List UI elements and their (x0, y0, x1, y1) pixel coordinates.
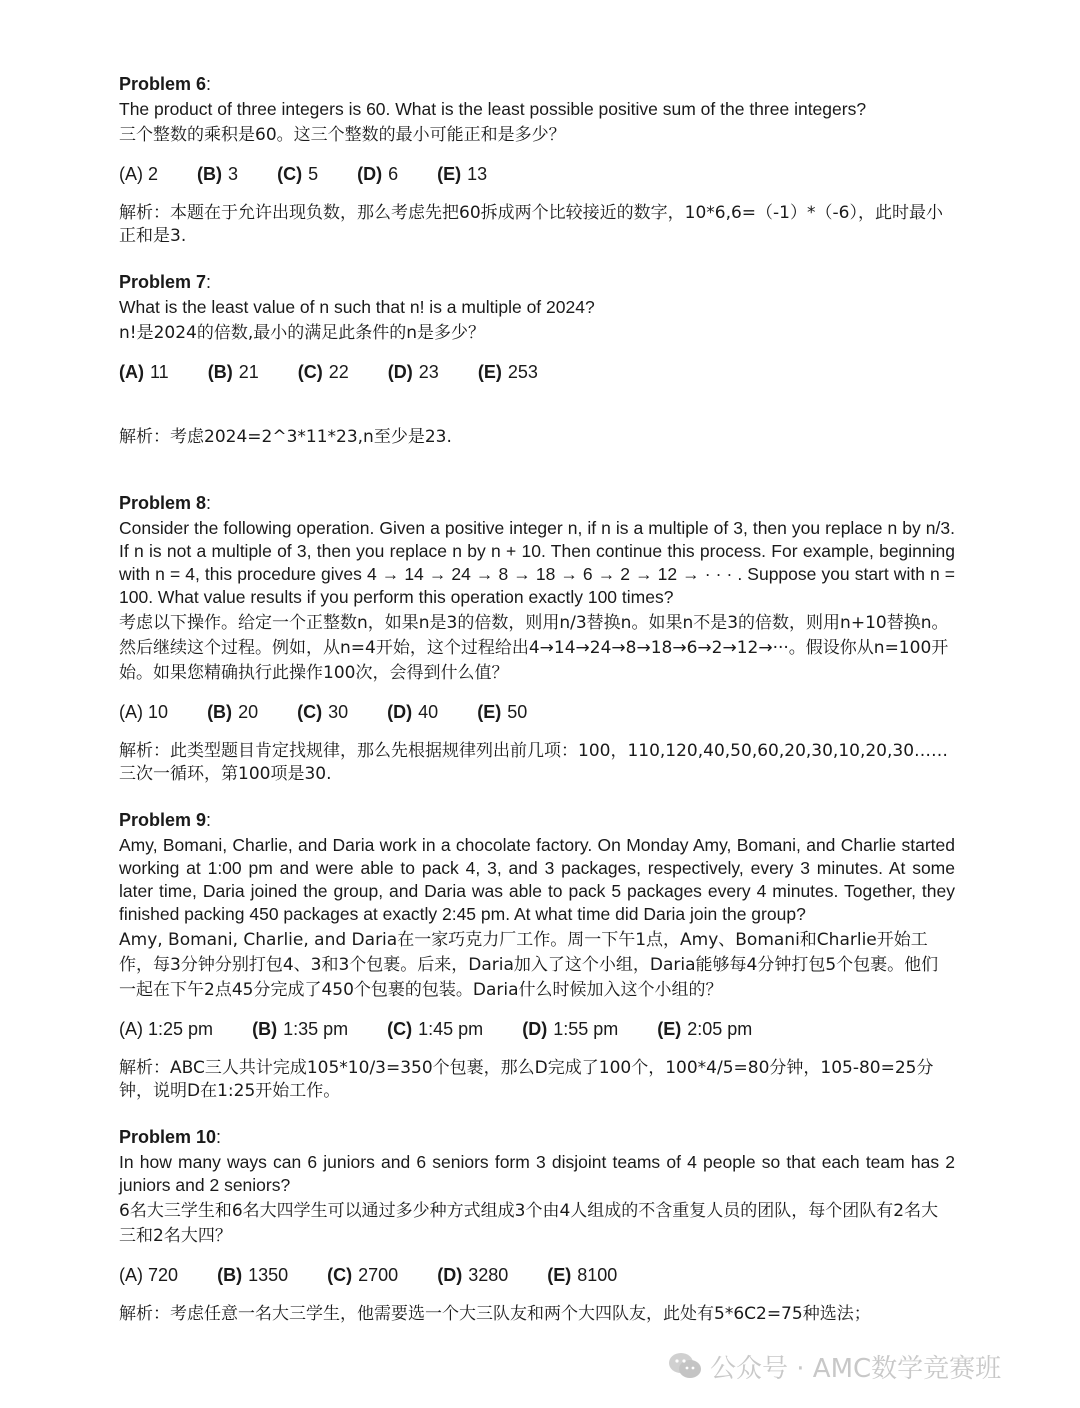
document-page (119, 72, 955, 1326)
problem-title: Problem 9: (119, 810, 212, 830)
choice-b: (B) 1:35 pm (252, 1019, 349, 1039)
problem-chinese-text: 考虑以下操作。给定一个正整数n，如果n是3的倍数，则用n/3替换n。如果n不是3的倍数，则用n+10替换n。然后继续这个过程。例如，从n=4开始，这个过程给出4→14→24→8→18→6→2→12→···。假设你从n=100开始。如果您精确执行此操作100次，会得到什么值？ (119, 613, 949, 683)
problem-7 (119, 270, 955, 449)
choice-a: (A) 2 (119, 164, 159, 184)
problem-title: Problem 7: (119, 272, 212, 292)
wechat-icon (668, 1352, 702, 1380)
choice-e: (E) 13 (437, 164, 488, 184)
choice-b: (B) 21 (207, 362, 259, 382)
watermark-text: 公众号 · AMC数学竞赛班 (710, 1353, 1002, 1384)
choice-d: (D) 23 (387, 362, 439, 382)
choice-c: (C) 22 (297, 362, 349, 382)
choice-a: (A) 720 (119, 1265, 179, 1285)
choice-e: (E) 253 (477, 362, 538, 382)
problem-9 (119, 808, 955, 1103)
choice-b: (B) 20 (207, 702, 259, 722)
problem-english-text: In how many ways can 6 juniors and 6 seniors form 3 disjoint teams of 4 people so that each team has 2 juniors and 2 seniors? (119, 1152, 955, 1195)
choice-d: (D) 6 (357, 164, 399, 184)
choice-c: (C) 30 (297, 702, 349, 722)
choice-e: (E) 8100 (547, 1265, 618, 1285)
answer-choices (119, 162, 955, 186)
problem-english-text: What is the least value of n such that n! is a multiple of 2024? (119, 297, 595, 317)
answer-choices (119, 1017, 955, 1041)
problem-english-text: Consider the following operation. Given a positive integer n, if n is a multiple of 3, then you replace n by n/3. If n is not a multiple of 3, then you replace n by n + 10. Then continue this process. For example, beginning with n = 4, this procedure gives 4 → 14 → 24 → 8 → 18 → 6 → 2 → 12 → · · · . Suppose you start with n = 100. What value results if you perform this operation exactly 100 times? (119, 518, 955, 607)
problem-title: Problem 10: (119, 1127, 222, 1147)
problem-english-text: The product of three integers is 60. What is the least possible positive sum of the three integers? (119, 99, 867, 119)
choice-e: (E) 2:05 pm (657, 1019, 753, 1039)
problem-english-text: Amy, Bomani, Charlie, and Daria work in a chocolate factory. On Monday Amy, Bomani, and Charlie started working at 1:00 pm and were able to pack 4, 3, and 3 packages, respectively, every 3 minutes. At some later time, Daria joined the group, and Daria was able to pack 5 packages every 4 minutes. Together, they finished packing 450 packages at exactly 2:45 pm. At what time did Daria join the group? (119, 835, 955, 924)
solution-text: 解析：此类型题目肯定找规律，那么先根据规律列出前几项：100，110,120,40,50,60,20,30,10,20,30……三次一循环，第100项是30. (119, 741, 949, 784)
watermark (668, 1346, 1001, 1386)
solution-text: 解析：考虑任意一名大三学生，他需要选一个大三队友和两个大四队友，此处有5*6C2=75种选法； (119, 1304, 871, 1324)
answer-choices (119, 360, 955, 384)
choice-a: (A) 1:25 pm (119, 1019, 214, 1039)
choice-c: (C) 5 (277, 164, 319, 184)
choice-c: (C) 2700 (327, 1265, 399, 1285)
choice-e: (E) 50 (477, 702, 528, 722)
answer-choices (119, 700, 955, 724)
choice-d: (D) 1:55 pm (522, 1019, 619, 1039)
problem-6 (119, 72, 955, 248)
choice-a: (A) 11 (119, 362, 169, 382)
solution-text: 解析：ABC三人共计完成105*10/3=350个包裹，那么D完成了100个，100*4/5=80分钟，105-80=25分钟，说明D在1:25开始工作。 (119, 1058, 934, 1101)
problem-title: Problem 6: (119, 74, 212, 94)
solution-text: 解析：考虑2024=2^3*11*23,n至少是23. (119, 427, 452, 447)
problem-chinese-text: n!是2024的倍数,最小的满足此条件的n是多少？ (119, 323, 486, 343)
choice-d: (D) 40 (387, 702, 439, 722)
problem-chinese-text: 三个整数的乘积是60。这三个整数的最小可能正和是多少？ (119, 125, 566, 145)
choice-a: (A) 10 (119, 702, 169, 722)
problem-8 (119, 491, 955, 786)
choice-d: (D) 3280 (437, 1265, 509, 1285)
problem-chinese-text: 6名大三学生和6名大四学生可以通过多少种方式组成3个由4人组成的不含重复人员的团队，每个团队有2名大三和2名大四？ (119, 1201, 939, 1246)
choice-b: (B) 1350 (217, 1265, 289, 1285)
answer-choices (119, 1263, 955, 1287)
problem-10 (119, 1125, 955, 1326)
problem-title: Problem 8: (119, 493, 212, 513)
choice-c: (C) 1:45 pm (387, 1019, 484, 1039)
solution-text: 解析：本题在于允许出现负数，那么考虑先把60拆成两个比较接近的数字，10*6,6=（-1）*（-6），此时最小正和是3. (119, 203, 943, 246)
problem-chinese-text: Amy, Bomani, Charlie, and Daria在一家巧克力厂工作。周一下午1点，Amy、Bomani和Charlie开始工作，每3分钟分别打包4、3和3个包裹。后来，Daria加入了这个小组，Daria能够每4分钟打包5个包裹。他们一起在下午2点45分完成了450个包裹的包装。Daria什么时候加入这个小组的？ (119, 930, 939, 1000)
choice-b: (B) 3 (197, 164, 239, 184)
